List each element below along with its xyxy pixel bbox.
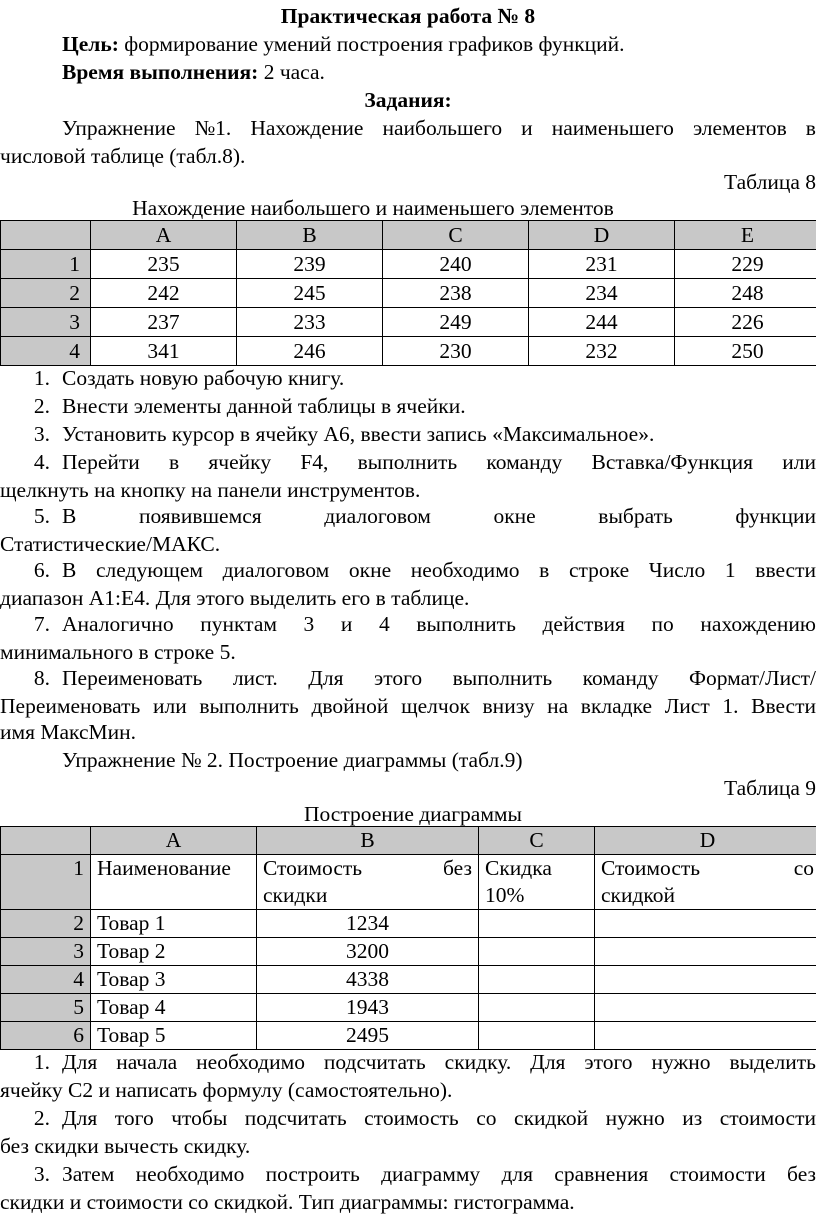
table-cell xyxy=(257,855,479,910)
table-cell: Товар 4 xyxy=(91,994,257,1022)
table-cell: 244 xyxy=(529,308,675,337)
table-cell: 1234 xyxy=(257,910,479,938)
table-row xyxy=(1,938,816,966)
list-item-cont: диапазон А1:Е4. Для этого выделить его в таблице. xyxy=(0,586,470,610)
list-item xyxy=(0,448,816,476)
exercise1-heading-cont: числовой таблице (табл.8). xyxy=(0,144,246,168)
list-item-cont: имя МаксМин. xyxy=(0,720,136,744)
table-cell: 341 xyxy=(91,337,237,366)
list-item xyxy=(0,610,816,638)
list-text: Перейти в ячейку F4, выполнить команду Вставка/Функция или xyxy=(62,450,816,474)
list-text: Установить курсор в ячейку А6, ввести запись «Максимальное». xyxy=(62,422,655,446)
list-item xyxy=(0,1048,816,1076)
table-cell xyxy=(595,966,816,994)
table-row xyxy=(1,308,816,337)
table-cell: 246 xyxy=(237,337,383,366)
table-row xyxy=(1,994,816,1022)
list-item xyxy=(0,1160,816,1188)
cell-word: скидки xyxy=(263,883,328,907)
list-number: 1. xyxy=(33,366,50,390)
table-row xyxy=(1,337,816,366)
list-number: 7. xyxy=(33,612,50,636)
table-cell xyxy=(479,1022,595,1050)
row-header: 3 xyxy=(1,938,91,966)
word: Упражнение xyxy=(62,116,176,140)
list-number: 8. xyxy=(33,666,50,690)
table-cell: 249 xyxy=(383,308,529,337)
list-number: 6. xyxy=(33,558,50,582)
list-text: В следующем диалоговом окне необходимо в строке Число 1 ввести xyxy=(62,558,816,582)
list-item-cont: ячейку С2 и написать формулу (самостоятельно). xyxy=(0,1078,453,1102)
table8-header-row xyxy=(1,221,816,250)
list-text: Внести элементы данной таблицы в ячейки. xyxy=(62,394,466,418)
list-item-cont: минимального в строке 5. xyxy=(0,640,236,664)
row-header: 1 xyxy=(1,855,91,910)
table-cell: 231 xyxy=(529,250,675,279)
table-cell: Товар 5 xyxy=(91,1022,257,1050)
exercise2-heading: Упражнение № 2. Построение диаграммы (табл.9) xyxy=(62,748,523,772)
cell-word: Стоимость xyxy=(601,856,701,880)
table-cell xyxy=(595,994,816,1022)
list-item-cont: щелкнуть на кнопку на панели инструментов. xyxy=(0,478,421,502)
table8-label: Таблица 8 xyxy=(724,170,816,194)
word: №1. xyxy=(194,116,232,140)
list-text: Затем необходимо построить диаграмму для сравнения стоимости без xyxy=(62,1162,816,1186)
table-row xyxy=(1,279,816,308)
list-text: Для начала необходимо подсчитать скидку. Для этого нужно выделить xyxy=(62,1050,816,1074)
table9-col-header: C xyxy=(479,827,595,855)
table-cell xyxy=(595,1022,816,1050)
table9 xyxy=(0,826,816,1050)
list-item xyxy=(0,364,816,392)
table-cell: 3200 xyxy=(257,938,479,966)
word: в xyxy=(805,116,816,140)
list-item xyxy=(0,1104,816,1132)
list-item-cont: Статистические/МАКС. xyxy=(0,532,221,556)
table-cell: 234 xyxy=(529,279,675,308)
word: и xyxy=(521,116,533,140)
list-number: 4. xyxy=(33,450,50,474)
table-cell: 238 xyxy=(383,279,529,308)
time-label: Время выполнения: xyxy=(62,60,259,84)
exercise1-heading xyxy=(0,114,816,142)
table-cell xyxy=(479,910,595,938)
table-row xyxy=(1,250,816,279)
table-cell: 245 xyxy=(237,279,383,308)
cell-word: Скидка xyxy=(485,856,552,880)
list-item xyxy=(0,664,816,692)
list-text: Для того чтобы подсчитать стоимость со скидкой нужно из стоимости xyxy=(62,1106,816,1130)
table-cell xyxy=(595,938,816,966)
list-item xyxy=(0,420,816,448)
row-header: 5 xyxy=(1,994,91,1022)
table8-col-header: D xyxy=(529,221,675,250)
table-cell: 242 xyxy=(91,279,237,308)
table-cell: 230 xyxy=(383,337,529,366)
table-cell: 235 xyxy=(91,250,237,279)
goal-label: Цель: xyxy=(62,32,119,56)
list-number: 1. xyxy=(33,1050,50,1074)
table-cell: 2495 xyxy=(257,1022,479,1050)
table9-col-header: A xyxy=(91,827,257,855)
goal-line xyxy=(0,30,816,58)
page-title: Практическая работа № 8 xyxy=(280,4,536,28)
list-item xyxy=(0,392,816,420)
table8-corner-cell xyxy=(1,221,91,250)
cell-word: со xyxy=(793,856,814,880)
table9-corner-cell xyxy=(1,827,91,855)
table-cell: 237 xyxy=(91,308,237,337)
row-header: 4 xyxy=(1,966,91,994)
table-cell: 250 xyxy=(675,337,816,366)
row-header: 1 xyxy=(1,250,91,279)
list-number: 5. xyxy=(33,504,50,528)
list-item-cont: скидки и стоимости со скидкой. Тип диаграммы: гистограмма. xyxy=(0,1190,575,1214)
table-cell xyxy=(479,966,595,994)
cell-word: без xyxy=(443,856,472,880)
table-row xyxy=(1,910,816,938)
table-cell xyxy=(595,910,816,938)
table-row xyxy=(1,966,816,994)
table9-label: Таблица 9 xyxy=(724,776,816,800)
table-cell: 226 xyxy=(675,308,816,337)
table-cell: 240 xyxy=(383,250,529,279)
list-number: 2. xyxy=(33,394,50,418)
table-cell xyxy=(479,855,595,910)
table8-title: Нахождение наибольшего и наименьшего элементов xyxy=(132,196,614,220)
table9-title: Построение диаграммы xyxy=(303,802,522,826)
table8-col-header: C xyxy=(383,221,529,250)
table8-col-header: B xyxy=(237,221,383,250)
row-header: 3 xyxy=(1,308,91,337)
goal-text: формирование умений построения графиков функций. xyxy=(118,32,625,56)
table-cell: Товар 3 xyxy=(91,966,257,994)
table-cell: Товар 2 xyxy=(91,938,257,966)
list-item xyxy=(0,502,816,530)
list-item xyxy=(0,556,816,584)
list-text: В появившемся диалоговом окне выбрать функции xyxy=(62,504,816,528)
list-text: Аналогично пунктам 3 и 4 выполнить действия по нахождению xyxy=(62,612,816,636)
table8-col-header: E xyxy=(675,221,816,250)
list-text: Создать новую рабочую книгу. xyxy=(62,366,345,390)
word: Нахождение xyxy=(250,116,364,140)
time-text: 2 часа. xyxy=(258,60,325,84)
cell-word: 10% xyxy=(485,883,525,907)
table8 xyxy=(0,220,816,366)
row-header: 2 xyxy=(1,910,91,938)
table9-col-header: D xyxy=(595,827,816,855)
list-number: 3. xyxy=(33,1162,50,1186)
table-cell: Товар 1 xyxy=(91,910,257,938)
word: элементов xyxy=(692,116,787,140)
list-number: 3. xyxy=(33,422,50,446)
table-cell: 232 xyxy=(529,337,675,366)
table9-col-header: B xyxy=(257,827,479,855)
word: наибольшего xyxy=(382,116,503,140)
table-cell: 1943 xyxy=(257,994,479,1022)
word: наименьшего xyxy=(551,116,674,140)
list-text: Переименовать лист. Для этого выполнить команду Формат/Лист/ xyxy=(62,666,816,690)
table-cell: 239 xyxy=(237,250,383,279)
table-cell: Наименование xyxy=(91,855,257,910)
cell-word: Стоимость xyxy=(263,856,363,880)
list-item-cont: Переименовать или выполнить двойной щелчок внизу на вкладке Лист 1. Ввести xyxy=(0,694,816,718)
table-cell: 233 xyxy=(237,308,383,337)
table-cell xyxy=(479,994,595,1022)
list-item-cont: без скидки вычесть скидку. xyxy=(0,1134,251,1158)
table8-col-header: A xyxy=(91,221,237,250)
row-header: 6 xyxy=(1,1022,91,1050)
table-cell xyxy=(479,938,595,966)
table9-field-row xyxy=(1,855,816,910)
table-row xyxy=(1,1022,816,1050)
table9-header-row xyxy=(1,827,816,855)
table-cell: 229 xyxy=(675,250,816,279)
table-cell: 248 xyxy=(675,279,816,308)
tasks-heading: Задания: xyxy=(364,88,452,112)
row-header: 4 xyxy=(1,337,91,366)
time-line xyxy=(0,58,816,86)
table-cell xyxy=(595,855,816,910)
table-cell: 4338 xyxy=(257,966,479,994)
cell-word: скидкой xyxy=(601,883,676,907)
row-header: 2 xyxy=(1,279,91,308)
list-number: 2. xyxy=(33,1106,50,1130)
